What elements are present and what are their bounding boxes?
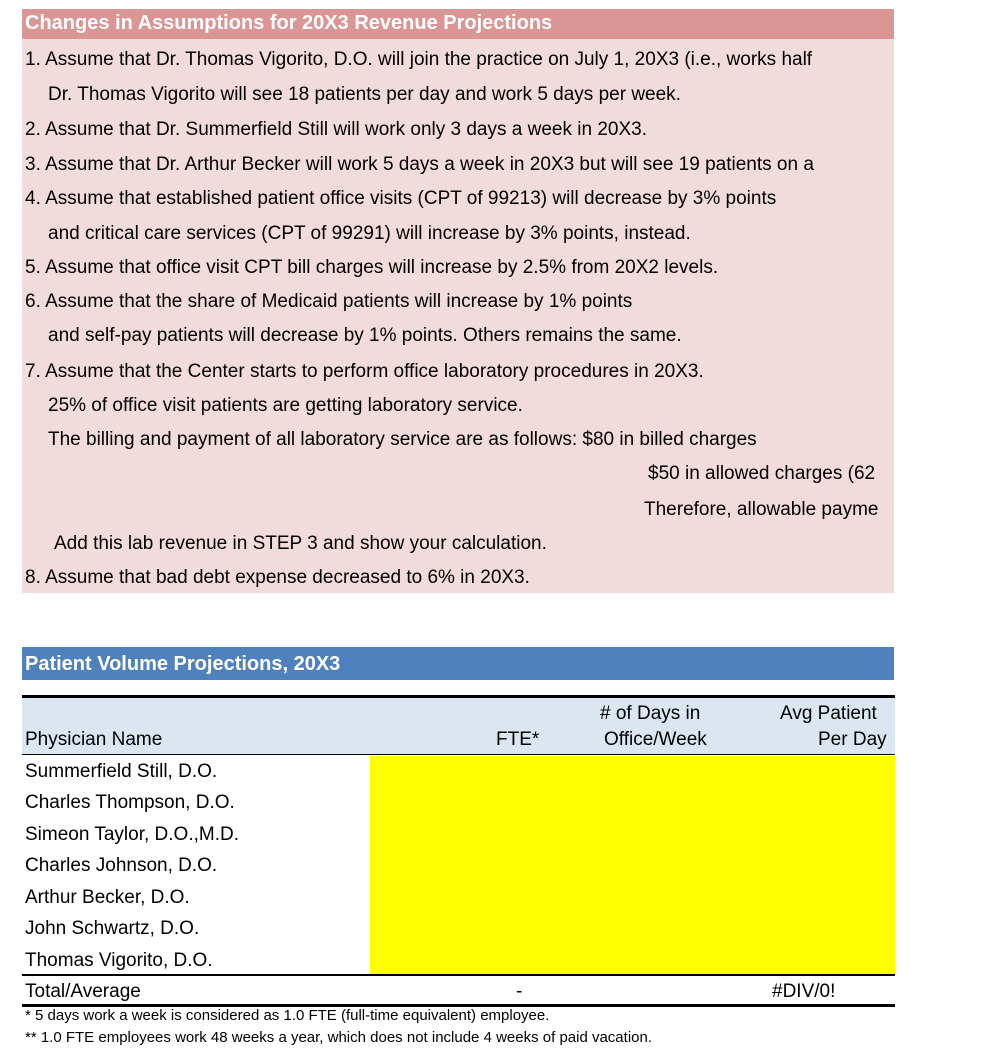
assumption-line-4b: and critical care services (CPT of 99291) will increase by 3% points, instead. [48, 223, 691, 244]
assumption-line-5: 5. Assume that office visit CPT bill charges will increase by 2.5% from 20X2 levels. [25, 257, 719, 278]
header-fte: FTE* [496, 729, 540, 750]
assumption-line-8: 8. Assume that bad debt expense decreased to 6% in 20X3. [25, 567, 530, 588]
table-header-rule [22, 754, 895, 755]
input-cells[interactable] [370, 756, 895, 974]
header-days-line2: Office/Week [604, 729, 707, 750]
assumption-line-7e: Therefore, allowable payme [644, 499, 879, 520]
assumption-line-4: 4. Assume that established patient office visits (CPT of 99213) will decrease by 3% points [25, 188, 777, 209]
assumption-line-3: 3. Assume that Dr. Arthur Becker will work 5 days a week in 20X3 but will see 19 patients on a [25, 154, 814, 175]
header-days-line1: # of Days in [600, 703, 701, 724]
header-avg-line2: Per Day [818, 729, 887, 750]
physician-row: Thomas Vigorito, D.O. [25, 950, 213, 971]
volume-title: Patient Volume Projections, 20X3 [25, 653, 341, 675]
physician-row: Charles Thompson, D.O. [25, 792, 235, 813]
total-fte: - [516, 981, 523, 1002]
footnote-fte: * 5 days work a week is considered as 1.0 FTE (full-time equivalent) employee. [25, 1007, 550, 1024]
physician-row: Charles Johnson, D.O. [25, 855, 218, 876]
assumption-line-1b: Dr. Thomas Vigorito will see 18 patients per day and work 5 days per week. [48, 84, 681, 105]
physician-row: Summerfield Still, D.O. [25, 761, 218, 782]
physician-row: Arthur Becker, D.O. [25, 887, 190, 908]
assumption-line-7f: Add this lab revenue in STEP 3 and show your calculation. [54, 533, 547, 554]
header-avg-line1: Avg Patient [780, 703, 877, 724]
physician-row: Simeon Taylor, D.O.,M.D. [25, 824, 239, 845]
header-physician-name: Physician Name [25, 729, 163, 750]
assumption-line-7b: 25% of office visit patients are getting laboratory service. [48, 395, 523, 416]
assumption-line-1: 1. Assume that Dr. Thomas Vigorito, D.O. will join the practice on July 1, 20X3 (i.e., works half [25, 49, 813, 70]
assumption-line-7: 7. Assume that the Center starts to perform office laboratory procedures in 20X3. [25, 361, 704, 382]
assumption-line-7c: The billing and payment of all laboratory service are as follows: $80 in billed charges [48, 429, 757, 450]
assumption-line-7d: $50 in allowed charges (62 [648, 463, 876, 484]
physician-row: John Schwartz, D.O. [25, 918, 200, 939]
table-total-rule [22, 974, 895, 976]
assumption-line-6: 6. Assume that the share of Medicaid patients will increase by 1% points [25, 291, 633, 312]
assumptions-title: Changes in Assumptions for 20X3 Revenue Projections [25, 12, 553, 34]
assumption-line-6b: and self-pay patients will decrease by 1% points. Others remains the same. [48, 325, 682, 346]
assumption-line-2: 2. Assume that Dr. Summerfield Still will work only 3 days a week in 20X3. [25, 119, 647, 140]
total-avg: #DIV/0! [772, 981, 836, 1002]
total-label: Total/Average [25, 981, 141, 1002]
footnote-weeks: ** 1.0 FTE employees work 48 weeks a year, which does not include 4 weeks of paid vacation. [25, 1029, 653, 1046]
